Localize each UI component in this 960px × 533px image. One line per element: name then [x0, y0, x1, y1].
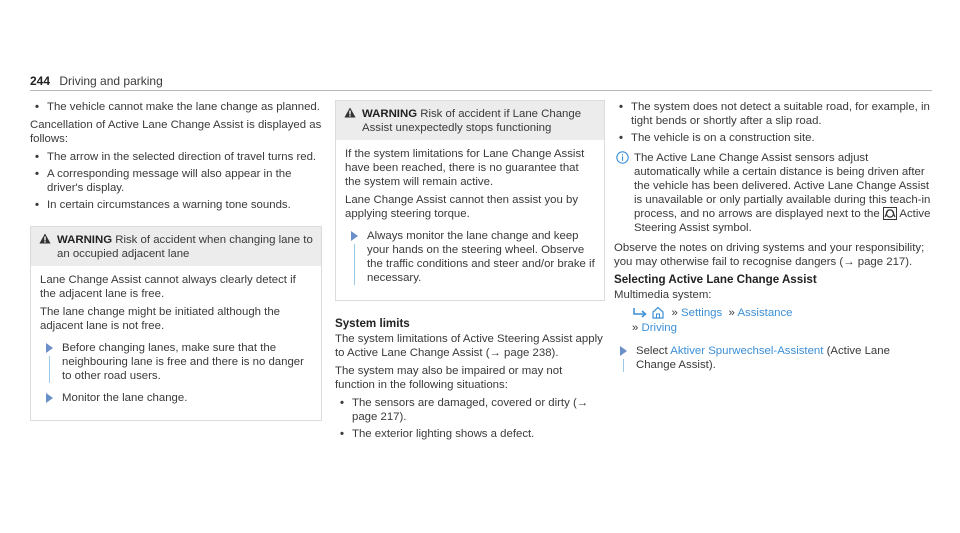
warning-paragraph: Lane Change Assist cannot always clearly detect if the adjacent lane is free. — [40, 274, 296, 300]
limits-list-continued — [614, 100, 932, 145]
warning-title: Risk of accident when changing lane to an occupied adjacent lane — [57, 234, 313, 260]
home-icon — [651, 306, 665, 319]
step-bar — [49, 356, 50, 383]
chevron-right-icon: » — [632, 322, 639, 334]
column-1 — [30, 100, 322, 421]
select-link: Aktiver Spurwechsel-Assistent — [670, 345, 824, 357]
chevron-right-icon: » — [728, 307, 735, 319]
action-step — [614, 344, 932, 372]
menu-path — [614, 306, 932, 336]
select-rest: (Active Lane Change Assist). — [636, 345, 890, 371]
cancel-list — [30, 150, 322, 212]
select-word: Select — [636, 345, 668, 357]
step-arrow-icon — [351, 231, 358, 241]
warning-triangle-icon — [344, 107, 356, 118]
step-text: Always monitor the lane change and keep your hands on the steering wheel. Observe the traffic conditions and steer and/or brake if necessary. — [367, 230, 595, 284]
list-item: • A corresponding message will also appear in the driver's display. — [30, 167, 322, 195]
step-arrow-icon — [46, 393, 53, 403]
warning-body — [336, 140, 604, 300]
multimedia-label: Multimedia system: — [614, 289, 712, 301]
note-text-end: Active Steering Assist symbol. — [634, 208, 931, 234]
note-text: The Active Lane Change Assist sensors adjust automatically while a certain distance is being driven after the vehicle has been delivered. Active Lane Change Assist is unavailable or only partially available during this teach-in process, and no arrows are displayed next to the — [634, 152, 931, 220]
bullet-list — [30, 100, 322, 114]
info-icon — [616, 151, 629, 164]
path-settings: Settings — [681, 307, 723, 319]
warning-box — [335, 100, 605, 301]
step-arrow-icon — [620, 346, 627, 356]
list-item: • The vehicle is on a construction site. — [614, 131, 932, 145]
list-item: • The sensors are damaged, covered or dirty (→ page 217). — [335, 396, 605, 424]
header-rule — [30, 90, 932, 91]
warning-label: WARNING — [57, 234, 113, 246]
list-item: • The arrow in the selected direction of travel turns red. — [30, 150, 322, 164]
cancel-intro: Cancellation of Active Lane Change Assist is displayed as follows: — [30, 119, 322, 145]
warning-paragraph: If the system limitations for Lane Change Assist have been reached, there is no guarantee that the system will remain active. — [345, 148, 585, 188]
limits-list — [335, 396, 605, 441]
system-limits-heading: System limits — [335, 317, 410, 330]
warning-header — [31, 227, 321, 266]
warning-header — [336, 101, 604, 140]
warning-title: Risk of accident if Lane Change Assist unexpectedly stops functioning — [362, 108, 582, 134]
step-text: Before changing lanes, make sure that the neighbouring lane is free and there is no danger to other road users. — [62, 342, 304, 382]
limits-paragraph: The system may also be impaired or may not function in the following situations: — [335, 365, 563, 391]
selecting-heading: Selecting Active Lane Change Assist — [614, 273, 817, 286]
chevron-right-icon: » — [671, 307, 678, 319]
info-note — [614, 151, 932, 235]
step-bar — [623, 359, 624, 372]
column-3 — [614, 100, 932, 380]
list-item: • The exterior lighting shows a defect. — [335, 427, 605, 441]
enter-arrow-icon — [632, 307, 648, 319]
warning-paragraph: Lane Change Assist cannot then assist you by applying steering torque. — [345, 194, 579, 220]
list-item: • The system does not detect a suitable road, for example, in tight bends or shortly after a slip road. — [614, 100, 932, 128]
page-header — [30, 74, 163, 88]
path-assistance: Assistance — [737, 307, 793, 319]
column-2 — [335, 100, 605, 445]
steering-assist-icon — [883, 207, 897, 220]
action-step — [345, 229, 595, 285]
action-step — [40, 391, 312, 405]
step-text: Monitor the lane change. — [62, 392, 188, 404]
path-driving: Driving — [641, 322, 677, 334]
list-item: • In certain circumstances a warning tone sounds. — [30, 198, 322, 212]
warning-box — [30, 226, 322, 421]
action-step — [40, 341, 312, 383]
warning-triangle-icon — [39, 233, 51, 244]
step-arrow-icon — [46, 343, 53, 353]
step-bar — [354, 244, 355, 285]
section-title: Driving and parking — [59, 74, 163, 88]
warning-paragraph: The lane change might be initiated although the adjacent lane is not free. — [40, 306, 281, 332]
warning-label: WARNING — [362, 108, 418, 120]
page-number: 244 — [30, 74, 51, 88]
list-item: • The vehicle cannot make the lane change as planned. — [30, 100, 322, 114]
limits-paragraph: The system limitations of Active Steering Assist apply to Active Lane Change Assist (→ page 238). — [335, 333, 603, 359]
warning-body — [31, 266, 321, 420]
observe-paragraph: Observe the notes on driving systems and your responsibility; you may otherwise fail to recognise dangers (→ page 217). — [614, 242, 925, 268]
